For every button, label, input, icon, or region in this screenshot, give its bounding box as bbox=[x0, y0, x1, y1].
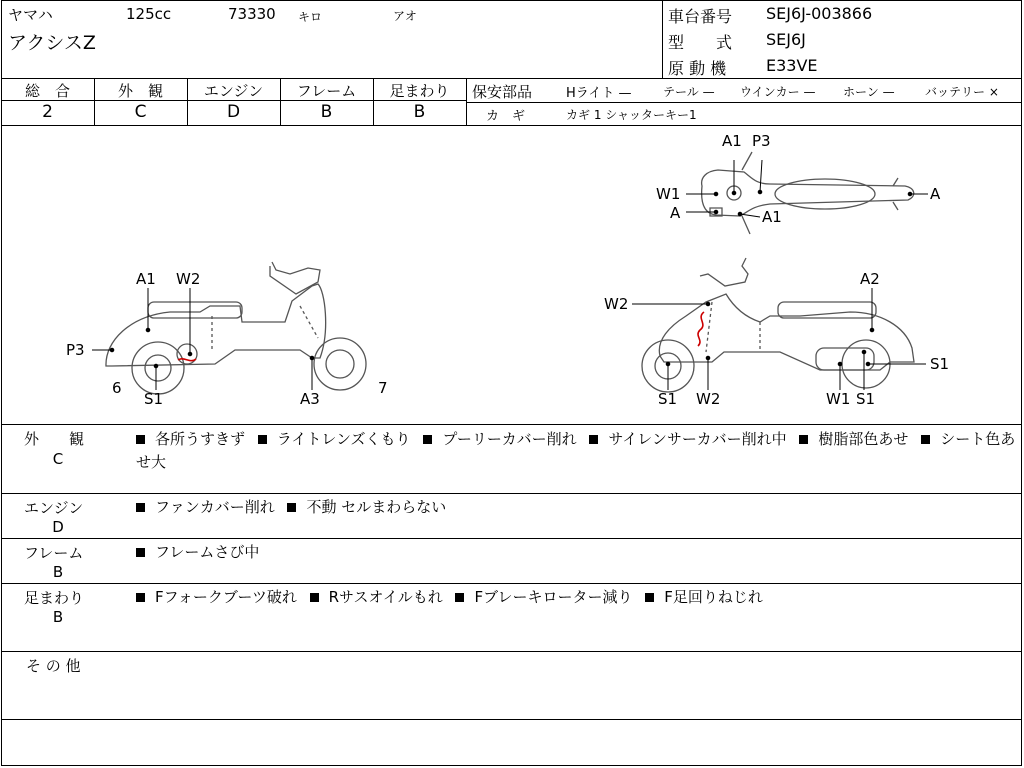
section-notes-frame bbox=[136, 541, 259, 564]
mileage: 73330 bbox=[228, 5, 276, 23]
chassis-value: SEJ6J-003866 bbox=[766, 4, 873, 23]
engine-label: 原 動 機 bbox=[668, 59, 727, 78]
maker: ヤマハ bbox=[8, 6, 53, 24]
diagram-label: P3 bbox=[752, 132, 771, 150]
grade-label-frame: フレーム bbox=[296, 82, 357, 100]
section-title-frame: フレーム bbox=[24, 544, 84, 562]
section-notes-exterior bbox=[136, 428, 1016, 474]
diagram-label: W1 bbox=[656, 185, 681, 203]
section-grade-frame: B bbox=[52, 563, 64, 581]
safety-taillight: テール — bbox=[663, 85, 715, 99]
key-value: カギ 1 シャッターキー1 bbox=[566, 108, 697, 122]
diagram-label: W2 bbox=[696, 390, 721, 408]
section-rule bbox=[1, 719, 1022, 720]
diagram-label: A1 bbox=[722, 132, 742, 150]
diagram-label: 6 bbox=[112, 379, 122, 397]
diagram-label: W2 bbox=[176, 270, 201, 288]
grades-top-rule bbox=[1, 78, 1022, 79]
note-item: サイレンサーカバー削れ中 bbox=[589, 430, 786, 448]
diagram-label: A1 bbox=[136, 270, 156, 288]
safety-mid-rule bbox=[466, 102, 1022, 103]
section-title-exterior: 外 観 bbox=[24, 430, 85, 448]
note-item: Fブレーキローター減り bbox=[455, 588, 632, 606]
section-rule bbox=[1, 583, 1022, 584]
note-item: 樹脂部色あせ bbox=[799, 430, 908, 448]
section-notes-engine bbox=[136, 496, 446, 519]
grade-label-overall: 総 合 bbox=[24, 82, 70, 100]
note-item: Rサスオイルもれ bbox=[310, 588, 443, 606]
grade-label-engine: エンジン bbox=[203, 82, 264, 100]
note-item: プーリーカバー削れ bbox=[423, 430, 576, 448]
section-grade-engine: D bbox=[52, 518, 64, 536]
diagram-label: A1 bbox=[762, 208, 782, 226]
note-item: Fフォークブーツ破れ bbox=[136, 588, 297, 606]
diagram-label: A bbox=[670, 204, 681, 222]
section-title-suspension: 足まわり bbox=[24, 589, 85, 607]
diagram-label: S1 bbox=[658, 390, 678, 408]
diagram-label: S1 bbox=[930, 355, 950, 373]
diagram-label: S1 bbox=[144, 390, 164, 408]
section-notes-suspension bbox=[136, 586, 763, 609]
type-label: 型 式 bbox=[668, 33, 733, 52]
note-item: ライトレンズくもり bbox=[258, 430, 411, 448]
safety-battery: バッテリー × bbox=[925, 85, 999, 99]
grade-label-suspension: 足まわり bbox=[389, 82, 450, 100]
grade-label-exterior: 外 観 bbox=[117, 82, 163, 100]
sections-top-rule bbox=[1, 424, 1022, 425]
mileage-unit: キロ bbox=[298, 10, 323, 24]
diagram-label: W2 bbox=[604, 295, 629, 313]
header-divider bbox=[662, 0, 663, 78]
safety-horn: ホーン — bbox=[843, 85, 895, 99]
damage-mark bbox=[698, 312, 704, 346]
diagram-label: W1 bbox=[826, 390, 851, 408]
section-title-engine: エンジン bbox=[24, 499, 84, 517]
safety-winker: ウインカー — bbox=[740, 85, 816, 99]
damage-mark bbox=[178, 359, 196, 361]
diagram-label: S1 bbox=[856, 390, 876, 408]
key-label: カ ギ bbox=[486, 109, 526, 124]
section-rule bbox=[1, 538, 1022, 539]
grade-value-suspension: B bbox=[413, 102, 426, 122]
note-item: ファンカバー削れ bbox=[136, 498, 275, 516]
note-item: 各所うすきず bbox=[136, 430, 245, 448]
note-item: F足回りねじれ bbox=[645, 588, 763, 606]
note-item: フレームさび中 bbox=[136, 543, 259, 561]
diagram-label: 7 bbox=[378, 379, 388, 397]
diagram-label: A3 bbox=[300, 390, 320, 408]
grade-value-exterior: C bbox=[134, 102, 147, 122]
diagram-label: A bbox=[930, 185, 941, 203]
section-grade-suspension: B bbox=[52, 608, 64, 626]
section-rule bbox=[1, 651, 1022, 652]
section-rule bbox=[1, 493, 1022, 494]
engine-value: E33VE bbox=[766, 56, 818, 75]
color: アオ bbox=[393, 9, 417, 23]
safety-headlight: Hライト — bbox=[566, 86, 632, 101]
note-item: シート色あせ大 bbox=[136, 430, 1016, 471]
chassis-label: 車台番号 bbox=[668, 7, 733, 26]
section-title-other: そ の 他 bbox=[26, 657, 81, 675]
grade-value-engine: D bbox=[226, 102, 241, 122]
model-name: アクシスZ bbox=[8, 32, 96, 54]
damage-diagram bbox=[0, 126, 1022, 424]
type-value: SEJ6J bbox=[766, 30, 806, 49]
section-grade-exterior: C bbox=[52, 450, 64, 468]
grade-value-frame: B bbox=[320, 102, 333, 122]
note-item: 不動 セルまわらない bbox=[287, 498, 446, 516]
displacement: 125cc bbox=[126, 5, 172, 23]
diagram-label: P3 bbox=[66, 341, 85, 359]
diagram-label: A2 bbox=[860, 270, 880, 288]
grade-value-overall: 2 bbox=[42, 102, 53, 122]
safety-title: 保安部品 bbox=[472, 83, 533, 101]
grade-divider bbox=[466, 78, 467, 125]
